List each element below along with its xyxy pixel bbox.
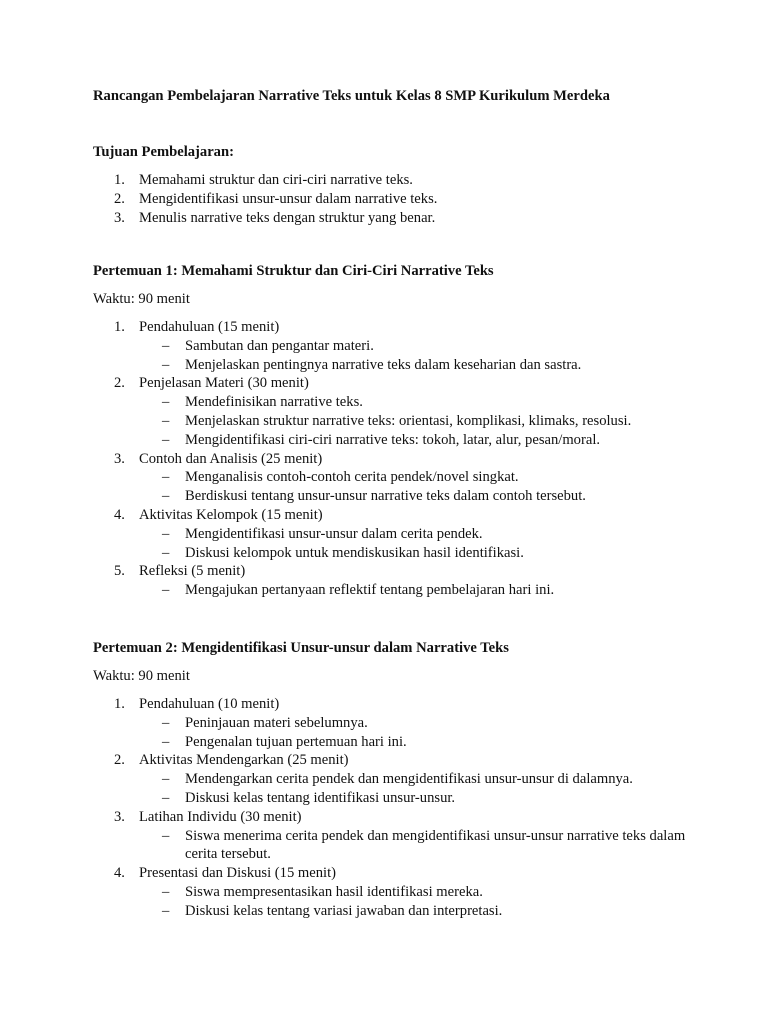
- sub-item: – Menjelaskan struktur narrative teks: orientasi, komplikasi, klimaks, resolusi.: [162, 412, 632, 429]
- step-item: 5. Refleksi (5 menit) – Mengajukan pertanyaan reflektif tentang pembelajaran hari ini.: [93, 562, 693, 600]
- sub-item: – Mengidentifikasi ciri-ciri narrative teks: tokoh, latar, alur, pesan/moral.: [162, 431, 601, 448]
- step-item: 2. Penjelasan Materi (30 menit) – Mendefinisikan narrative teks. – Menjelaskan struktur narrative teks: orientasi, komplikasi, klimaks, resolusi. – Mengidentifikasi ciri-ciri narrative teks: tokoh, latar, alur, pesan/moral.: [93, 374, 693, 449]
- sub-item: – Diskusi kelas tentang identifikasi unsur-unsur.: [162, 789, 456, 806]
- sub-item: – Siswa menerima cerita pendek dan mengidentifikasi unsur-unsur narrative teks dalam cerita tersebut.: [162, 827, 686, 863]
- sub-item: – Berdiskusi tentang unsur-unsur narrative teks dalam contoh tersebut.: [162, 488, 586, 505]
- sub-item: – Siswa mempresentasikan hasil identifikasi mereka.: [162, 883, 483, 900]
- tujuan-item: 1. Memahami struktur dan ciri-ciri narrative teks.: [114, 172, 413, 188]
- sub-item: – Mendengarkan cerita pendek dan mengidentifikasi unsur-unsur di dalamnya.: [162, 771, 633, 788]
- step-item: 4. Aktivitas Kelompok (15 menit) – Mengidentifikasi unsur-unsur dalam cerita pendek. – Diskusi kelompok untuk mendiskusikan hasil identifikasi.: [93, 506, 693, 562]
- step-item: 1. Pendahuluan (15 menit) – Sambutan dan pengantar materi. – Menjelaskan pentingnya narrative teks dalam keseharian dan sastra.: [93, 318, 693, 374]
- pertemuan-2-steps: [93, 695, 693, 921]
- step-item: 4. Presentasi dan Diskusi (15 menit) – Siswa mempresentasikan hasil identifikasi mereka. – Diskusi kelas tentang variasi jawaban dan interpretasi.: [93, 864, 693, 920]
- sub-item: – Sambutan dan pengantar materi.: [162, 337, 374, 354]
- sub-item: – Mendefinisikan narrative teks.: [162, 394, 363, 411]
- sub-item: – Diskusi kelompok untuk mendiskusikan hasil identifikasi.: [162, 544, 524, 561]
- sub-item: – Mengajukan pertanyaan reflektif tentang pembelajaran hari ini.: [162, 582, 555, 599]
- step-item: 3. Contoh dan Analisis (25 menit) – Menganalisis contoh-contoh cerita pendek/novel singkat. – Berdiskusi tentang unsur-unsur narrative teks dalam contoh tersebut.: [93, 450, 693, 506]
- tujuan-list: [93, 171, 693, 227]
- sub-item: – Mengidentifikasi unsur-unsur dalam cerita pendek.: [162, 525, 483, 542]
- sub-item: – Menganalisis contoh-contoh cerita pendek/novel singkat.: [162, 469, 519, 486]
- sub-item: – Diskusi kelas tentang variasi jawaban dan interpretasi.: [162, 902, 503, 919]
- pertemuan-1-waktu: Waktu: 90 menit: [93, 291, 190, 307]
- sub-item: – Pengenalan tujuan pertemuan hari ini.: [162, 733, 407, 750]
- document-title: Rancangan Pembelajaran Narrative Teks untuk Kelas 8 SMP Kurikulum Merdeka: [93, 88, 610, 104]
- tujuan-heading: Tujuan Pembelajaran:: [93, 144, 234, 160]
- sub-item: – Peninjauan materi sebelumnya.: [162, 714, 368, 731]
- pertemuan-2-waktu: Waktu: 90 menit: [93, 668, 190, 684]
- pertemuan-1-steps: [93, 318, 693, 600]
- tujuan-item: 3. Menulis narrative teks dengan struktur yang benar.: [114, 209, 436, 226]
- pertemuan-2-heading: Pertemuan 2: Mengidentifikasi Unsur-unsur dalam Narrative Teks: [93, 640, 509, 656]
- step-item: 2. Aktivitas Mendengarkan (25 menit) – Mendengarkan cerita pendek dan mengidentifikasi unsur-unsur di dalamnya. – Diskusi kelas tentang identifikasi unsur-unsur.: [93, 751, 693, 807]
- tujuan-item: 2. Mengidentifikasi unsur-unsur dalam narrative teks.: [114, 190, 438, 207]
- pertemuan-1-heading: Pertemuan 1: Memahami Struktur dan Ciri-Ciri Narrative Teks: [93, 263, 494, 279]
- step-item: 3. Latihan Individu (30 menit) – Siswa menerima cerita pendek dan mengidentifikasi unsur-unsur narrative teks dalam cerita tersebut.: [93, 808, 693, 864]
- step-item: 1. Pendahuluan (10 menit) – Peninjauan materi sebelumnya. – Pengenalan tujuan pertemuan hari ini.: [93, 695, 693, 751]
- sub-item: – Menjelaskan pentingnya narrative teks dalam keseharian dan sastra.: [162, 356, 582, 373]
